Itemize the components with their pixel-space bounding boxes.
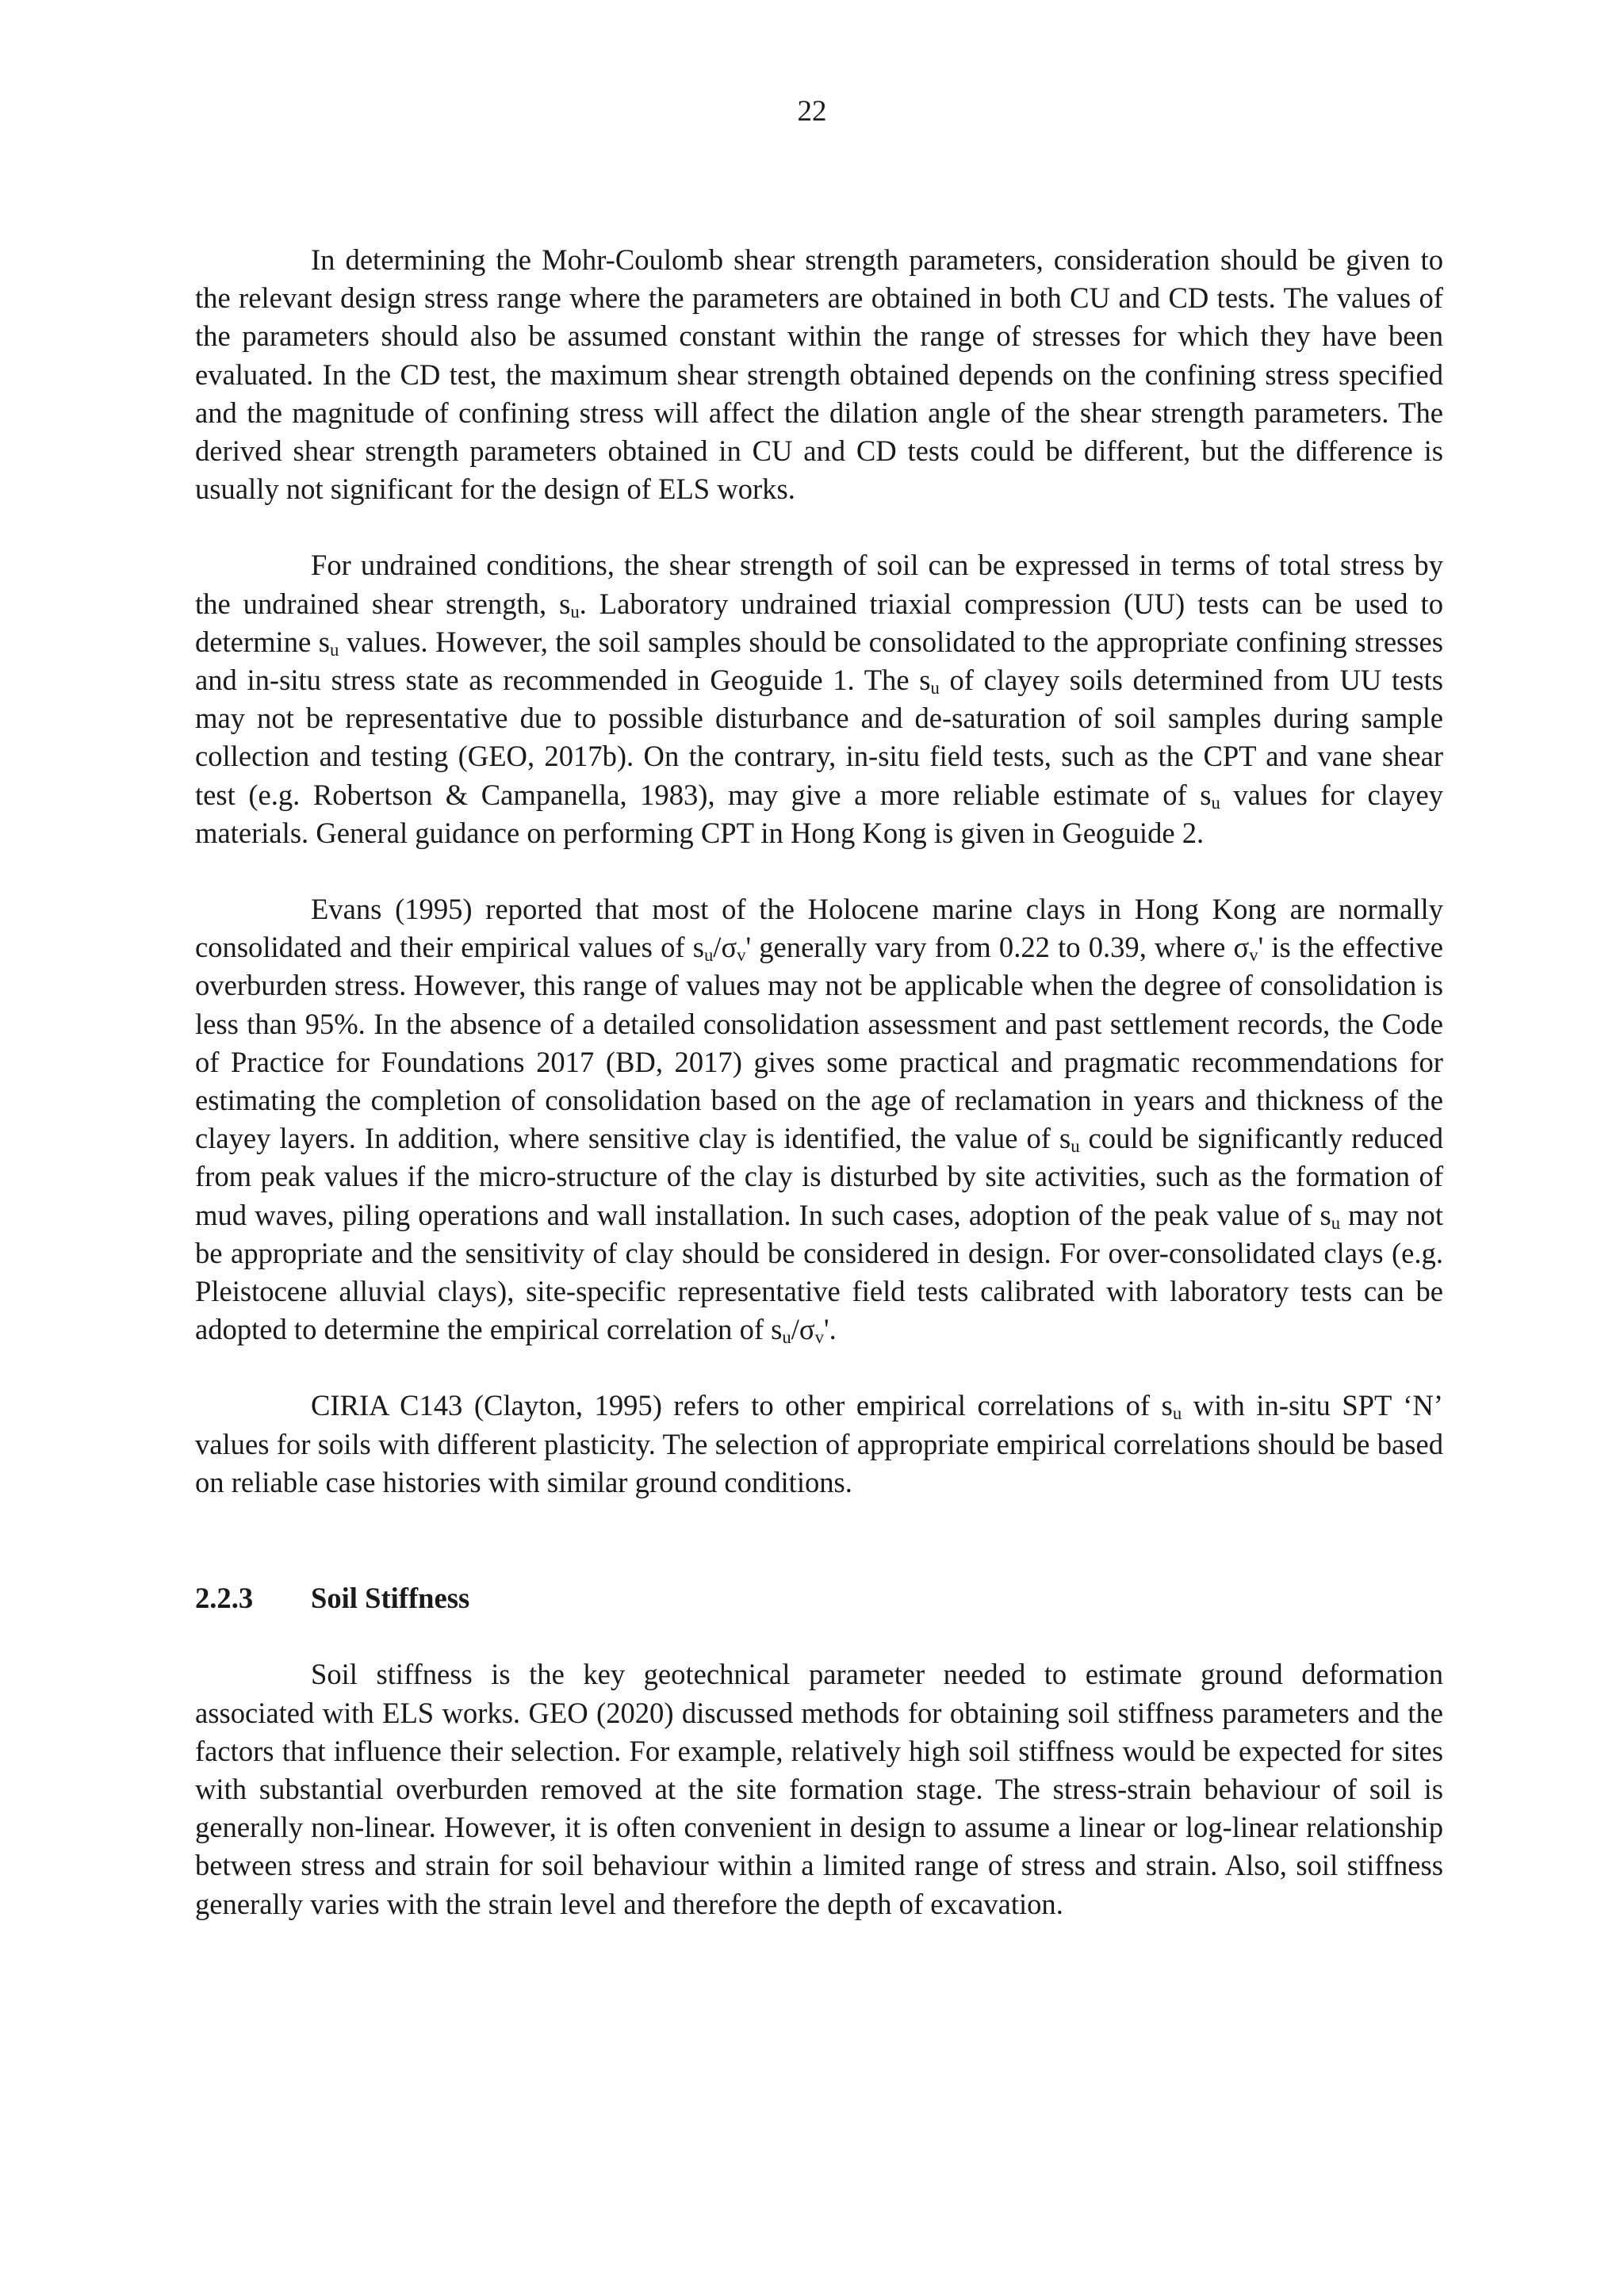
text-run: values. However, the soil samples should be consolidated to the appropriate confining stresses and in-situ stress state as recommended in Geoguide 1. The s: [195, 625, 1443, 697]
subscript-u: u: [1331, 1212, 1341, 1233]
text-run: Evans (1995) reported that most of the Holocene marine clays in Hong Kong are normally consolidated and their empirical values of s: [195, 893, 1443, 964]
subscript-u: u: [930, 678, 940, 698]
subscript-u: u: [703, 945, 714, 966]
section-heading: [195, 1579, 1443, 1617]
paragraph-soil-stiffness: [195, 1655, 1443, 1923]
paragraph-text: Soil stiffness is the key geotechnical parameter needed to estimate ground deformation associated with ELS works. GEO (2020) discussed methods for obtaining soil stiffness parameters and the factors that influence their selection. For example, relatively high soil stiffness would be expected for sites with substantial overburden removed at the site formation stage. The stress-strain behaviour of soil is generally non-linear. However, it is often convenient in design to assume a linear or log-linear relationship between stress and strain for soil behaviour within a limited range of stress and strain. Also, soil stiffness generally varies with the strain level and therefore the depth of excavation.: [195, 1658, 1443, 1920]
subscript-v: v: [737, 945, 746, 966]
subscript-u: u: [1211, 792, 1220, 813]
paragraph-undrained-conditions: [195, 546, 1443, 852]
text-run: could be significantly reduced from peak values if the micro-structure of the clay is disturbed by site activities, such as the formation of mud waves, piling operations and wall installation. In such cases, adoption of the peak value of s: [195, 1122, 1443, 1231]
subscript-v: v: [814, 1327, 824, 1348]
page-number: 22: [797, 95, 827, 128]
paragraph-text: In determining the Mohr-Coulomb shear strength parameters, consideration should be given to the relevant design stress range where the parameters are obtained in both CU and CD tests. The values of the parameters should also be assumed constant within the range of stresses for which they have been evaluated. In the CD test, the maximum shear strength obtained depends on the confining stress specified and the magnitude of confining stress will affect the dilation angle of the shear strength parameters. The derived shear strength parameters obtained in CU and CD tests could be different, but the difference is usually not significant for the design of ELS works.: [195, 243, 1443, 506]
paragraph-mohr-coulomb: [195, 241, 1443, 508]
section-number: 2.2.3: [195, 1582, 254, 1615]
text-run: /σ: [713, 931, 737, 964]
page-body: [195, 241, 1443, 1923]
text-run: with in-situ SPT ‘N’ values for soils with different plasticity. The selection of appropriate empirical correlations should be based on reliable case histories with similar ground conditions.: [195, 1389, 1443, 1498]
subscript-u: u: [1172, 1403, 1182, 1424]
paragraph-marine-clays: [195, 890, 1443, 1349]
subscript-u: u: [330, 639, 339, 660]
text-run: /σ: [791, 1313, 815, 1346]
subscript-u: u: [1071, 1136, 1080, 1157]
text-run: '.: [824, 1313, 837, 1346]
paragraph-ciria-c143: [195, 1387, 1443, 1502]
text-run: of clayey soils determined from UU tests may not be representative due to possible disturbance and de-saturation of soil samples during sample collection and testing (GEO, 2017b). On the contrary, in-situ field tests, such as the CPT and vane shear test (e.g. Robertson & Campanella, 1983), may give a more reliable estimate of s: [195, 664, 1443, 811]
text-run: values for clayey materials. General guidance on performing CPT in Hong Kong is given in Geoguide 2.: [195, 778, 1443, 849]
text-run: . Laboratory undrained triaxial compression (UU) tests can be used to determine s: [195, 587, 1443, 658]
text-run: ' generally vary from 0.22 to 0.39, where σ: [745, 931, 1250, 964]
subscript-v: v: [1249, 945, 1258, 966]
text-run: ' is the effective overburden stress. However, this range of values may not be applicable when the degree of consolidation is less than 95%. In the absence of a detailed consolidation assessment and past settlement records, the Code of Practice for Foundations 2017 (BD, 2017) gives some practical and pragmatic recommendations for estimating the completion of consolidation based on the age of reclamation in years and thickness of the clayey layers. In addition, where sensitive clay is identified, the value of s: [195, 931, 1443, 1155]
text-run: CIRIA C143 (Clayton, 1995) refers to other empirical correlations of s: [311, 1389, 1173, 1422]
subscript-u: u: [570, 601, 580, 622]
section-title: Soil Stiffness: [311, 1582, 470, 1615]
text-run: For undrained conditions, the shear strength of soil can be expressed in terms of total stress by the undrained shear strength, s: [195, 549, 1443, 620]
subscript-u: u: [782, 1327, 791, 1348]
text-run: may not be appropriate and the sensitivity of clay should be considered in design. For over-consolidated clays (e.g. Pleistocene alluvial clays), site-specific representative field tests calibrated with laboratory tests can be adopted to determine the empirical correlation of s: [195, 1198, 1443, 1346]
